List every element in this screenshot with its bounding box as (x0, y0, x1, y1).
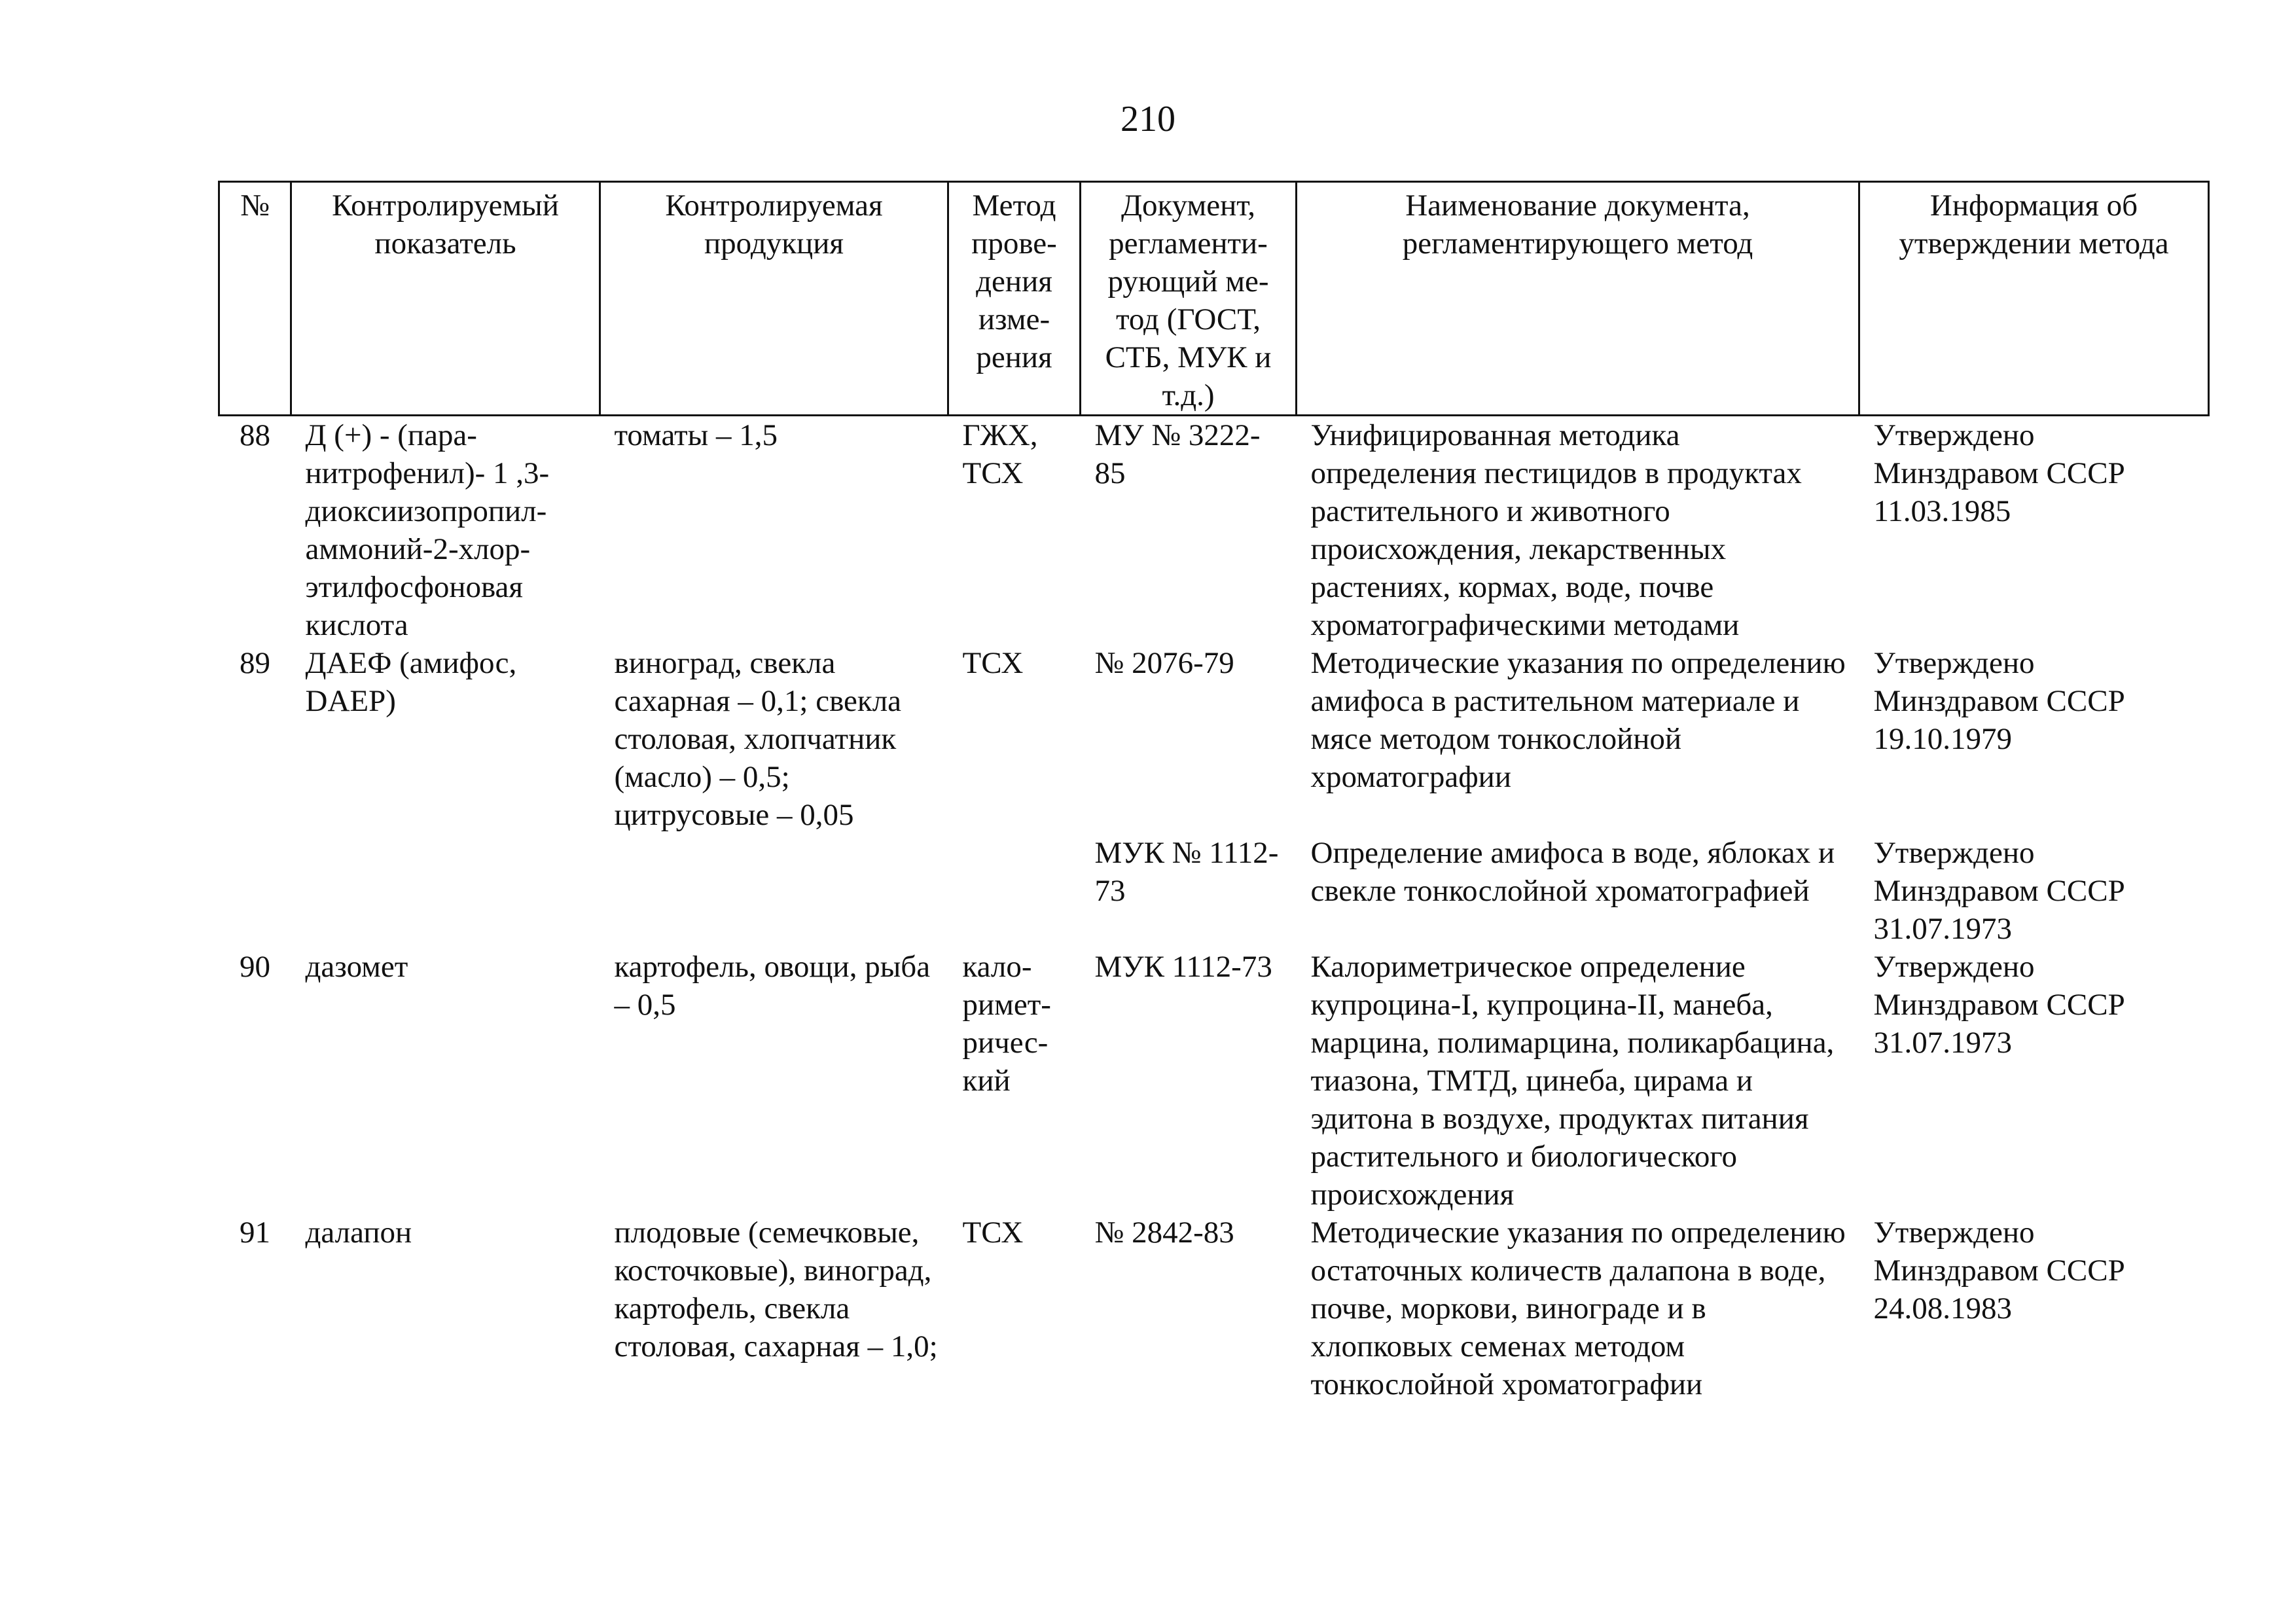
cell-doc-name: Определение амифоса в воде, яблоках и свекле тонкослойной хроматографией (1310, 836, 1835, 908)
cell-product: картофель, овощи, рыба – 0,5 (614, 950, 931, 1022)
cell-indicator: далапон (305, 1216, 412, 1250)
table-header (219, 182, 2209, 416)
cell-method: ТСХ (962, 646, 1024, 680)
cell-doc-name: Методические указания по определению амифоса в растительном материале и мясе методом тонкослойной хроматографии (1310, 646, 1846, 794)
methods-table (218, 181, 2210, 1403)
cell-document: МУ № 3222-85 (1094, 418, 1261, 490)
cell-number (219, 834, 291, 948)
cell-doc-name: Калориметрическое определение купроцина-I, купроцина-II, манеба, марцина, полимарцина, поликарбацина, тиазона, ТМТД, цинеба, цирама и эдитона в воздухе, продуктах питания растительного и биологического происхождения (1310, 950, 1835, 1212)
cell-method: кало-римет-ричес-кий (962, 950, 1051, 1098)
cell-product: плодовые (семечковые, косточковые), виноград, картофель, свекла столовая, сахарная – 1,0; (614, 1216, 938, 1363)
cell-product: томаты – 1,5 (614, 418, 778, 452)
cell-document: МУК № 1112-73 (1094, 836, 1279, 908)
header-document: Документ, регламенти-рующий ме-тод (ГОСТ, СТБ, МУК и т.д.) (1081, 182, 1297, 416)
cell-approval: Утверждено Минздравом СССР 31.07.1973 (1873, 836, 2125, 946)
cell-doc-name: Унифицированная методика определения пестицидов в продуктах растительного и животного происхождения, лекарственных растениях, кормах, воде, почве хроматографическими методами (1310, 418, 1802, 642)
cell-approval: Утверждено Минздравом СССР 11.03.1985 (1873, 418, 2125, 528)
cell-method (948, 834, 1081, 948)
header-indicator: Контролируемый показатель (291, 182, 600, 416)
cell-document: № 2842-83 (1094, 1216, 1234, 1250)
header-approval: Информация об утверждении метода (1859, 182, 2209, 416)
header-doc-name: Наименование документа, регламентирующего метод (1297, 182, 1859, 416)
header-product: Контролируемая продукция (600, 182, 948, 416)
cell-number: 88 (240, 418, 270, 452)
cell-doc-name: Методические указания по определению остаточных количеств далапона в воде, почве, моркови, винограде и в хлопковых семенах методом тонкослойной хроматографии (1310, 1216, 1846, 1401)
table-row (219, 644, 2209, 834)
table-row (219, 834, 2209, 948)
cell-approval: Утверждено Минздравом СССР 31.07.1973 (1873, 950, 2125, 1060)
cell-number: 91 (240, 1216, 270, 1250)
cell-number: 89 (240, 646, 270, 680)
cell-approval: Утверждено Минздравом СССР 19.10.1979 (1873, 646, 2125, 756)
cell-approval: Утверждено Минздравом СССР 24.08.1983 (1873, 1216, 2125, 1326)
cell-indicator: дазомет (305, 950, 408, 984)
cell-indicator: Д (+) - (пара-нитрофенил)- 1 ,3-диоксиизопропил-аммоний-2-хлор-этилфосфоновая кислота (305, 418, 550, 642)
cell-indicator (291, 834, 600, 948)
cell-indicator: ДАЕФ (амифос, DAEP) (305, 646, 517, 718)
cell-product (600, 834, 948, 948)
page-number: 210 (1121, 99, 1175, 139)
cell-method: ГЖХ, ТСХ (962, 418, 1038, 490)
cell-method: ТСХ (962, 1216, 1024, 1250)
header-method: Метод прове-дения изме-рения (948, 182, 1081, 416)
cell-document: МУК 1112-73 (1094, 950, 1272, 984)
cell-number: 90 (240, 950, 270, 984)
header-number: № (219, 182, 291, 416)
cell-product: виноград, свекла сахарная – 0,1; свекла столовая, хлопчатник (масло) – 0,5; цитрусовые – 0,05 (614, 646, 902, 832)
table-body (219, 416, 2209, 1404)
table-row (219, 416, 2209, 645)
table-row (219, 948, 2209, 1214)
table-row (219, 1214, 2209, 1403)
cell-document: № 2076-79 (1094, 646, 1234, 680)
